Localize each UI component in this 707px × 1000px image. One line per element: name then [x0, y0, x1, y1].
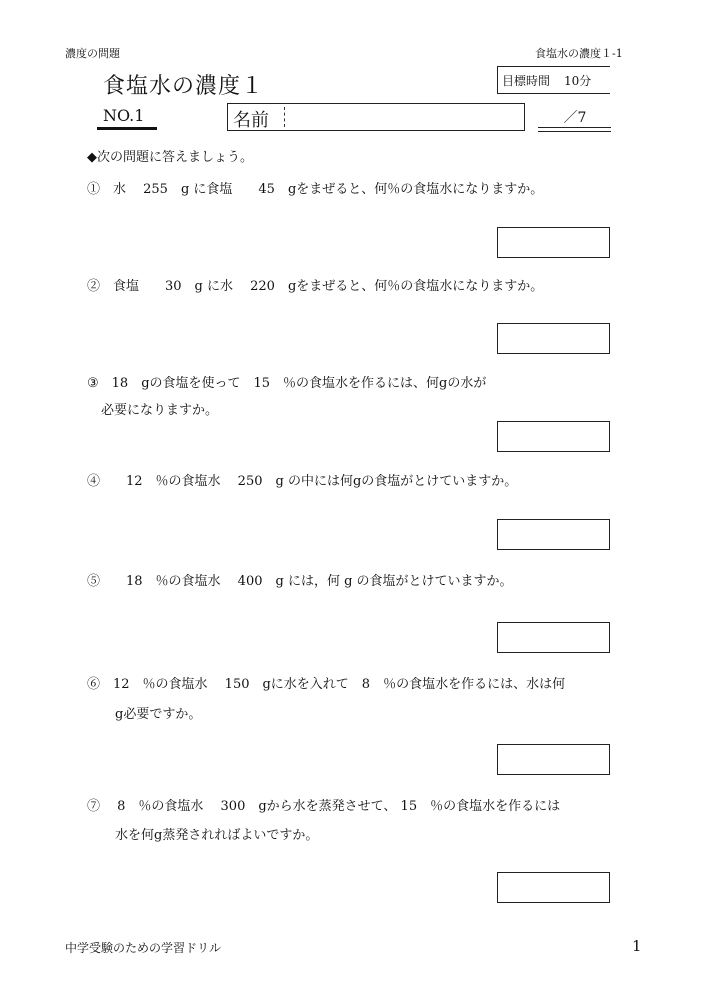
question-7-continued: 水を何g蒸発されればよいですか。 [115, 828, 319, 843]
question-2: ② 食塩 30 g に水 220 gをまぜると、何％の食塩水になりますか。 [87, 279, 544, 294]
drill-name: 中学受験のための学習ドリル [65, 941, 222, 955]
target-time-value: 10分 [564, 73, 592, 88]
worksheet-category: 濃度の問題 [65, 47, 120, 60]
question-5: ⑤ 18 ％の食塩水 400 g には，何 g の食塩がとけていますか。 [87, 574, 513, 589]
question-3: ③ 18 gの食塩を使って 15 ％の食塩水を作るには、何gの水が [87, 376, 487, 391]
score-total: ／7 [563, 110, 587, 126]
answer-box-6[interactable] [497, 744, 610, 775]
name-field[interactable] [227, 103, 525, 131]
page-title: 食塩水の濃度１ [103, 74, 265, 99]
question-6-continued: g必要ですか。 [115, 707, 202, 722]
target-time-label: 目標時間 [502, 73, 551, 88]
answer-box-3[interactable] [497, 421, 610, 452]
score-underline [538, 131, 611, 132]
sheet-number: NO.1 [103, 106, 145, 125]
question-1: ① 水 255 g に食塩 45 gをまぜると、何％の食塩水になりますか。 [87, 182, 544, 197]
answer-box-1[interactable] [497, 227, 610, 258]
answer-box-5[interactable] [497, 622, 610, 653]
score-underline [538, 127, 611, 128]
answer-box-2[interactable] [497, 323, 610, 354]
sheet-number-underline [97, 127, 157, 130]
instruction: ◆次の問題に答えましょう。 [87, 150, 253, 165]
answer-box-7[interactable] [497, 872, 610, 903]
name-divider [284, 107, 285, 127]
name-label: 名前 [233, 110, 269, 131]
question-3-continued: 必要になりますか。 [101, 403, 219, 418]
target-time-box [497, 66, 610, 94]
page-number: 1 [632, 937, 642, 955]
sheet-code: 食塩水の濃度１-1 [535, 47, 623, 60]
question-6: ⑥ 12 ％の食塩水 150 gに水を入れて 8 ％の食塩水を作るには、水は何 [87, 677, 566, 692]
answer-box-4[interactable] [497, 519, 610, 550]
question-7: ⑦ 8 ％の食塩水 300 gから水を蒸発させて、 15 ％の食塩水を作るには [87, 799, 561, 814]
question-4: ④ 12 ％の食塩水 250 g の中には何gの食塩がとけていますか。 [87, 474, 518, 489]
